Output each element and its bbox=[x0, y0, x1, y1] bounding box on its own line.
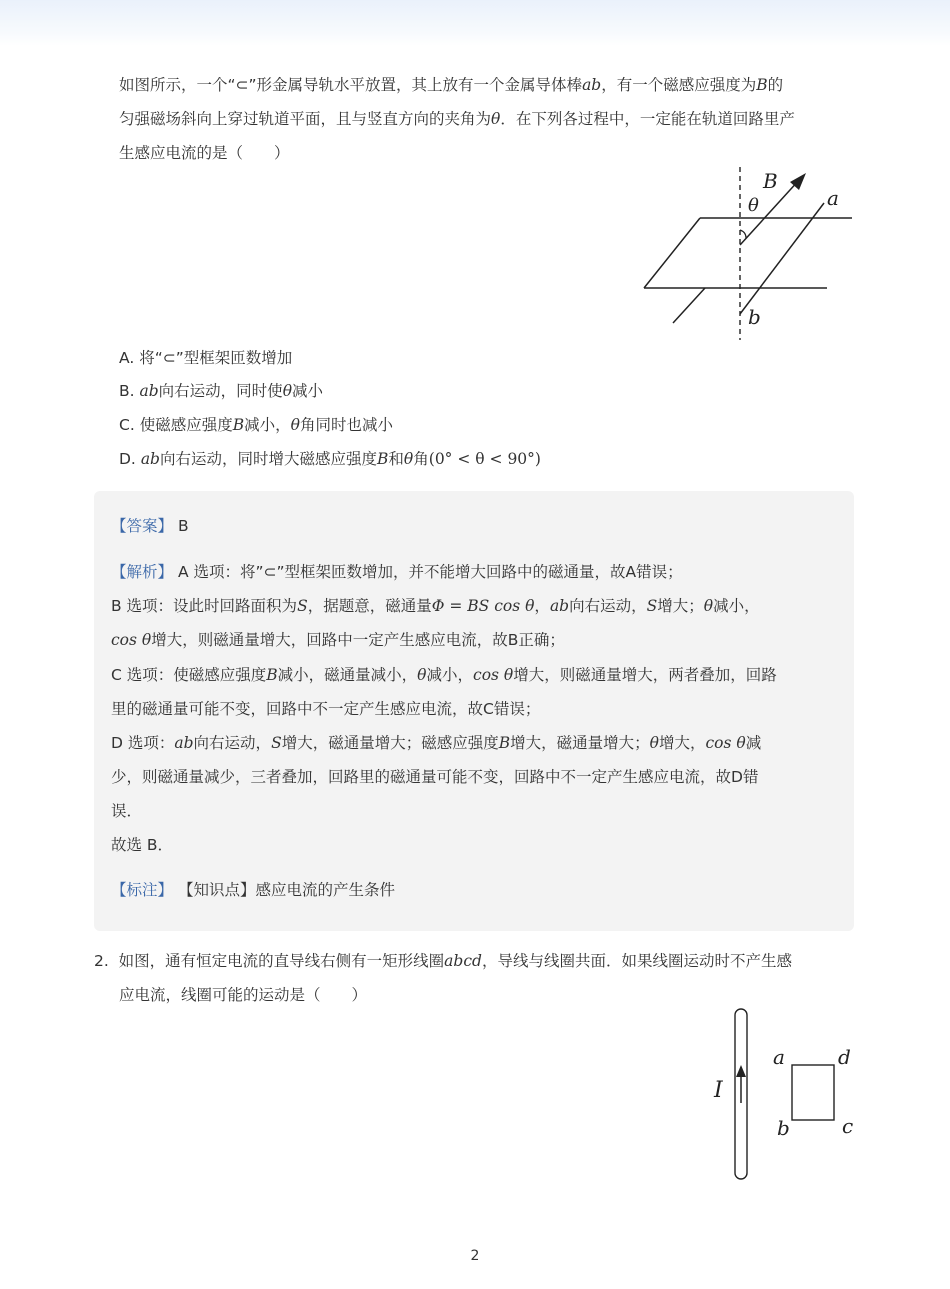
label-coil-b: b bbox=[777, 1116, 790, 1140]
q1-stem-line2: 匀强磁场斜向上穿过轨道平面，且与竖直方向的夹角为θ．在下列各过程中，一定能在轨道回路里产 bbox=[119, 110, 795, 128]
note-tag: 【标注】 bbox=[111, 881, 174, 899]
label-b: b bbox=[748, 305, 761, 329]
rail-left bbox=[644, 218, 700, 288]
rod-ab bbox=[740, 203, 824, 314]
wire-coil-figure bbox=[705, 1005, 865, 1185]
label-theta: θ bbox=[748, 195, 759, 216]
header-band bbox=[0, 0, 950, 46]
analysis-line6: D 选项：ab向右运动，S增大，磁通量增大；磁感应强度B增大，磁通量增大；θ增大，cos θ减 bbox=[111, 734, 762, 752]
analysis-tag: 【解析】 bbox=[111, 563, 174, 581]
answer-line bbox=[111, 515, 189, 537]
coil-abcd bbox=[792, 1065, 834, 1120]
analysis-line9: 故选 B． bbox=[111, 836, 174, 854]
q2-line2: 应电流，线圈可能的运动是（ ） bbox=[119, 986, 368, 1004]
theta-arc bbox=[740, 230, 746, 238]
page-number: 2 bbox=[470, 1248, 480, 1264]
q2-line1: 2. 如图，通有恒定电流的直导线右侧有一矩形线圈abcd，导线与线圈共面．如果线圈运动时不产生感 bbox=[94, 952, 792, 970]
q1-stem-line1: 如图所示，一个“⊂”形金属导轨水平放置，其上放有一个金属导体棒ab，有一个磁感应强度为B的 bbox=[119, 76, 784, 94]
answer-value: B bbox=[177, 517, 189, 535]
label-I: I bbox=[714, 1078, 723, 1103]
analysis-line5: 里的磁通量可能不变，回路中不一定产生感应电流，故C错误； bbox=[111, 700, 541, 718]
analysis-line4: C 选项：使磁感应强度B减小，磁通量减小，θ减小，cos θ增大，则磁通量增大，两者叠加，回路 bbox=[111, 666, 777, 684]
q1-stem-line3: 生感应电流的是（ ） bbox=[119, 144, 290, 162]
note-line: 【标注】 【知识点】感应电流的产生条件 bbox=[111, 881, 395, 899]
analysis-line2: B 选项：设此时回路面积为S，据题意，磁通量Φ = BS cos θ，ab向右运动，S增大；θ减小， bbox=[111, 597, 760, 615]
answer-tag: 【答案】 bbox=[111, 517, 174, 535]
rail-magnetic-field-figure bbox=[640, 165, 860, 345]
analysis-line3: cos θ增大，则磁通量增大，回路中一定产生感应电流，故B正确； bbox=[111, 631, 565, 649]
analysis-line7: 少，则磁通量减少，三者叠加，回路里的磁通量可能不变，回路中不一定产生感应电流，故D错 bbox=[111, 768, 759, 786]
rail-lower-stub bbox=[673, 288, 705, 323]
label-coil-d: d bbox=[838, 1045, 851, 1069]
q1-option-b[interactable]: B. ab向右运动，同时使θ减小 bbox=[119, 382, 324, 400]
q2-number: 2. bbox=[94, 952, 109, 970]
label-a: a bbox=[827, 186, 839, 210]
label-B: B bbox=[763, 169, 778, 193]
q1-option-d[interactable]: D. ab向右运动，同时增大磁感应强度B和θ角(0° < θ < 90°) bbox=[119, 450, 541, 468]
label-coil-c: c bbox=[842, 1114, 854, 1138]
analysis-line1: 【解析】 A 选项：将”⊂”型框架匝数增加，并不能增大回路中的磁通量，故A错误； bbox=[111, 563, 683, 581]
analysis-line8: 误． bbox=[111, 802, 143, 820]
q1-option-a[interactable]: A. 将“⊂”型框架匝数增加 bbox=[119, 349, 293, 367]
q1-option-c[interactable]: C. 使磁感应强度B减小，θ角同时也减小 bbox=[119, 416, 393, 434]
label-coil-a: a bbox=[773, 1045, 785, 1069]
